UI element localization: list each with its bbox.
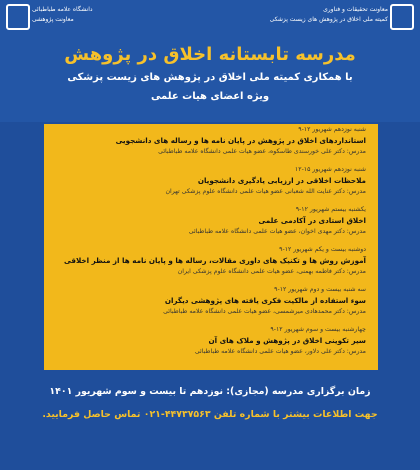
- session-title: استانداردهای اخلاق در پژوهش در پایان نامه ها و رساله های دانشجویی: [115, 136, 366, 145]
- university-emblem-icon: [6, 4, 30, 30]
- header: [0, 0, 420, 122]
- committee-department: معاونت تحقیقات و فناوری: [323, 6, 388, 13]
- session-title: اخلاق استادی در آکادمی علمی: [258, 216, 366, 225]
- session-date: سه شنبه بیست و دوم شهریور ۱۲-۹: [274, 286, 366, 293]
- contact-info: جهت اطلاعات بیشتر با شماره تلفن ۴۴۷۳۷۵۶۳-۰۲۱ تماس حاصل فرمایید.: [42, 409, 378, 420]
- session-item: [44, 204, 378, 237]
- university-name: دانشگاه علامه طباطبائی: [32, 6, 93, 13]
- university-department: معاونت پژوهشی: [32, 16, 74, 23]
- session-item: [44, 284, 378, 317]
- session-item: [44, 164, 378, 197]
- session-date: چهارشنبه بیست و سوم شهریور ۱۲-۹: [270, 326, 366, 333]
- target-audience: ویژه اعضای هیات علمی: [150, 91, 270, 102]
- session-title: آموزش روش ها و تکنیک های داوری مقالات، رساله ها و پایان نامه ها از منظر اخلاقی: [63, 256, 366, 265]
- session-instructor: مدرس: دکتر مهدی اخوان، عضو هیات علمی دانشگاه علامه طباطبائی: [188, 228, 366, 235]
- session-item: [44, 244, 378, 277]
- event-dates: زمان برگزاری مدرسه (مجازی): نوزدهم تا بیست و سوم شهریور ۱۴۰۱: [49, 386, 371, 397]
- committee-logo: [269, 4, 414, 44]
- session-item: [44, 124, 378, 157]
- session-title: سوء استفاده از مالکیت فکری یافته های پژوهشی دیگران: [164, 296, 366, 305]
- session-instructor: مدرس: دکتر علی دلاور، عضو هیات علمی دانشگاه علامه طباطبائی: [194, 348, 366, 355]
- session-title: ملاحظات اخلاقی در ارزیابی یادگیری دانشجویان: [197, 176, 366, 185]
- committee-emblem-icon: [390, 4, 414, 30]
- poster-subtitle: با همکاری کمیته ملی اخلاق در پژوهش های زیست پزشکی: [67, 72, 353, 83]
- session-title: سیر تکوینی اخلاق در پژوهش و ملاک های آن: [208, 336, 366, 345]
- poster-title: مدرسه تابستانه اخلاق در پژوهش: [64, 44, 356, 65]
- session-date: یکشنبه بیستم شهریور ۱۲-۹: [295, 206, 366, 213]
- committee-name: کمیته ملی اخلاق در پژوهش های زیست پزشکی: [269, 16, 388, 23]
- session-date: شنبه نوزدهم شهریور ۱۲-۹: [298, 126, 366, 133]
- university-logo: [6, 4, 114, 32]
- session-instructor: مدرس: دکتر فاطمه بهمنی، عضو هیات علمی دانشگاه علوم پزشکی ایران: [177, 268, 366, 275]
- session-date: شنبه نوزدهم شهریور ۱۵-۱۲: [294, 166, 366, 173]
- sessions-panel: [44, 124, 378, 370]
- session-instructor: مدرس: دکتر علی خورسندی طاسکوه، عضو هیات علمی دانشگاه علامه طباطبائی: [158, 148, 366, 155]
- session-instructor: مدرس: دکتر عنایت الله شعبانی عضو هیات علمی دانشگاه علوم پزشکی تهران: [165, 188, 366, 195]
- session-instructor: مدرس: دکتر محمدهادی میرشمسی، عضو هیات علمی دانشگاه علامه طباطبائی: [163, 308, 366, 315]
- session-date: دوشنبه بیست و یکم شهریور ۱۲-۹: [279, 246, 366, 253]
- session-item: [44, 324, 378, 357]
